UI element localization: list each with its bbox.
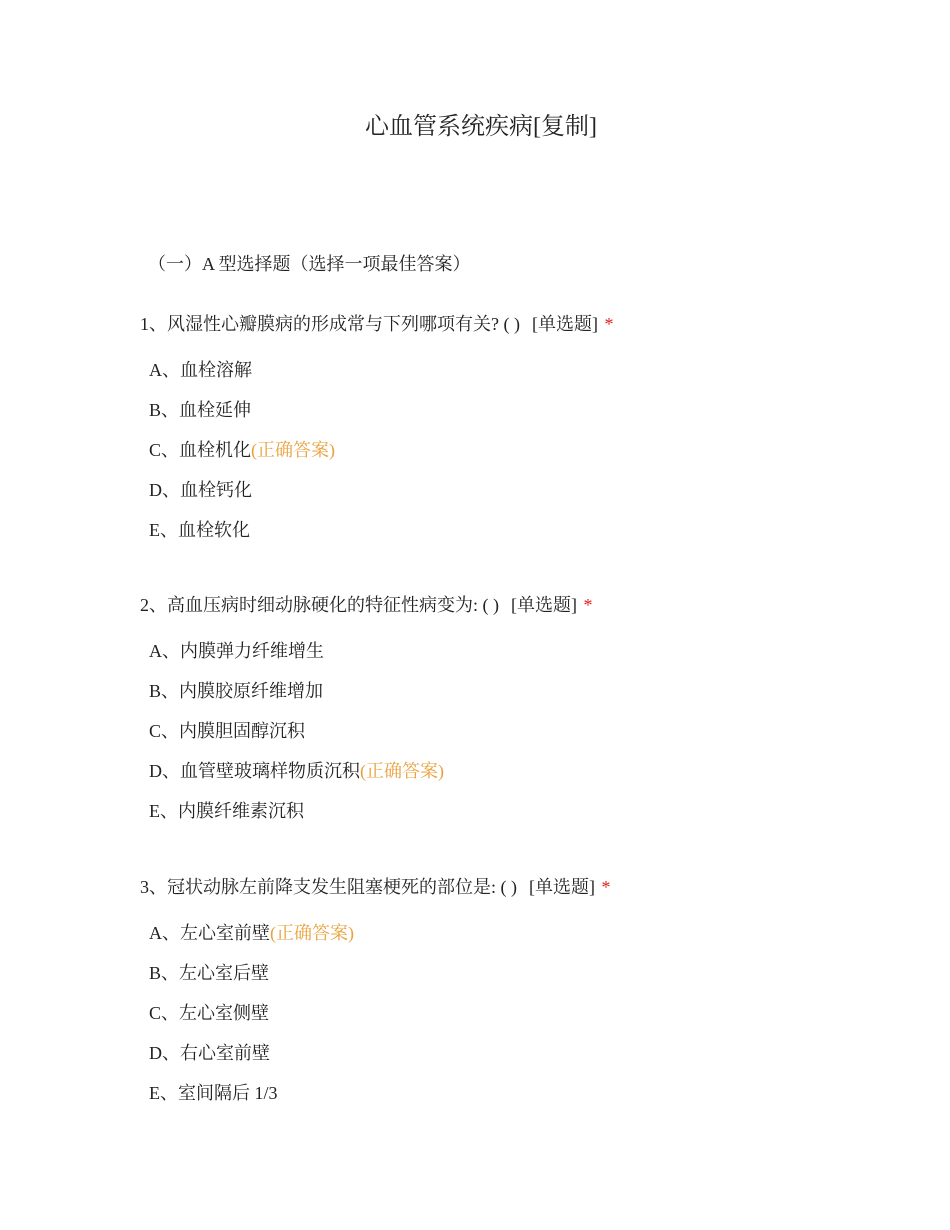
option-text: E、内膜纤维素沉积	[149, 801, 304, 821]
option-e	[149, 1081, 860, 1105]
option-e	[149, 518, 860, 542]
question-type-label: [单选题]	[529, 877, 595, 897]
required-asterisk: *	[601, 877, 611, 897]
question-3	[140, 875, 860, 1105]
question-stem	[140, 875, 860, 899]
option-text: B、内膜胶原纤维增加	[149, 681, 324, 701]
correct-answer-tag: (正确答案)	[270, 923, 354, 943]
question-text: 3、冠状动脉左前降支发生阻塞梗死的部位是: ( )	[140, 877, 517, 897]
option-text: D、血栓钙化	[149, 480, 252, 500]
option-text: C、内膜胆固醇沉积	[149, 721, 306, 741]
option-text: C、左心室侧壁	[149, 1003, 270, 1023]
option-c	[149, 719, 860, 743]
question-type-label: [单选题]	[511, 595, 577, 615]
option-list	[140, 639, 860, 823]
question-stem	[140, 312, 860, 336]
option-text: A、左心室前壁	[149, 923, 270, 943]
option-b	[149, 961, 860, 985]
option-a	[149, 921, 860, 945]
option-text: D、右心室前壁	[149, 1043, 270, 1063]
option-d	[149, 759, 860, 783]
option-text: D、血管壁玻璃样物质沉积	[149, 761, 360, 781]
option-b	[149, 679, 860, 703]
option-text: C、血栓机化	[149, 440, 252, 460]
option-d	[149, 1041, 860, 1065]
option-c	[149, 1001, 860, 1025]
option-text: E、血栓软化	[149, 520, 250, 540]
question-text: 1、风湿性心瓣膜病的形成常与下列哪项有关? ( )	[140, 314, 520, 334]
option-list	[140, 358, 860, 542]
question-stem	[140, 593, 860, 617]
option-c	[149, 438, 860, 462]
section-heading: （一）A 型选择题（选择一项最佳答案）	[148, 254, 471, 274]
option-b	[149, 398, 860, 422]
option-list	[140, 921, 860, 1105]
question-type-label: [单选题]	[531, 314, 598, 334]
correct-answer-tag: (正确答案)	[360, 761, 444, 781]
option-text: B、左心室后壁	[149, 963, 270, 983]
required-asterisk: *	[583, 595, 593, 615]
option-a	[149, 358, 860, 382]
question-1	[140, 312, 860, 542]
option-text: E、室间隔后 1/3	[149, 1083, 278, 1103]
required-asterisk: *	[604, 314, 614, 334]
option-e	[149, 799, 860, 823]
option-d	[149, 478, 860, 502]
option-text: A、血栓溶解	[149, 360, 252, 380]
page-title: 心血管系统疾病[复制]	[365, 114, 597, 140]
option-a	[149, 639, 860, 663]
option-text: A、内膜弹力纤维增生	[149, 641, 324, 661]
option-text: B、血栓延伸	[149, 400, 252, 420]
question-text: 2、高血压病时细动脉硬化的特征性病变为: ( )	[140, 595, 499, 615]
question-2	[140, 593, 860, 823]
correct-answer-tag: (正确答案)	[251, 440, 336, 460]
